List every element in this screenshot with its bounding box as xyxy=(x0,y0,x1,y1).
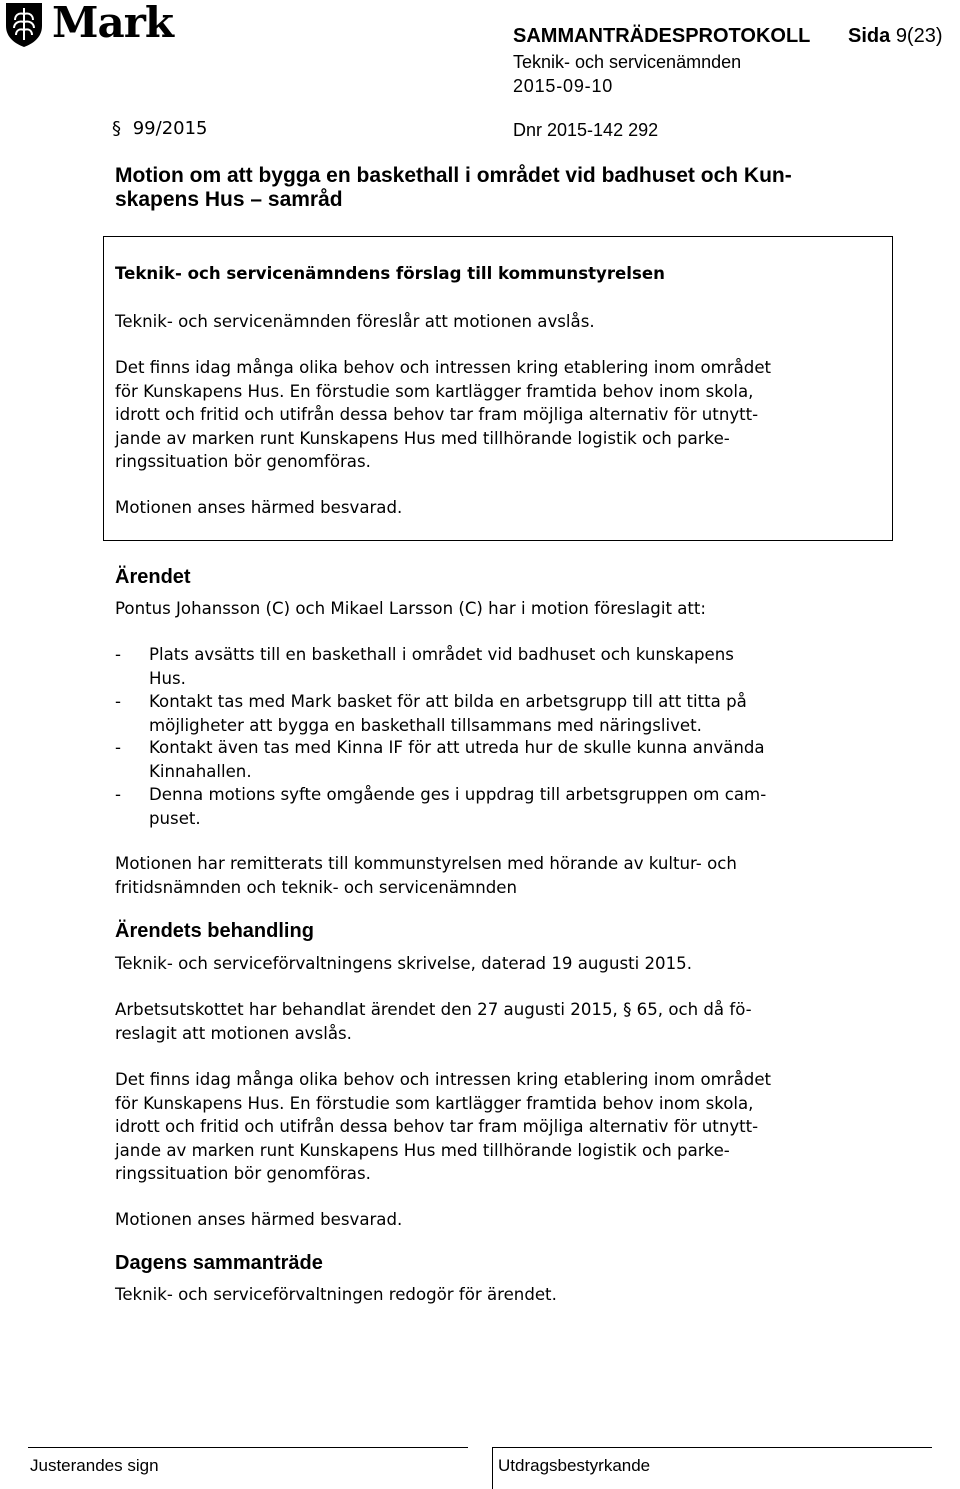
arendet-intro: Pontus Johansson (C) och Mikael Larsson (C) har i motion föreslagit att: xyxy=(115,599,706,618)
footer-rule-right xyxy=(492,1447,932,1448)
list-dash: - xyxy=(115,738,121,757)
footer-utdragsbestyrkande: Utdragsbestyrkande xyxy=(498,1456,651,1475)
text-line: reslagit att motionen avslås. xyxy=(115,1023,352,1043)
behandling-p1: Teknik- och serviceförvaltningens skrivelse, daterad 19 augusti 2015. xyxy=(115,954,692,973)
text-line: idrott och fritid och utifrån dessa behov tar fram möjliga alternativ för utnytt- xyxy=(115,405,759,424)
text-line: Det finns idag många olika behov och intressen kring etablering inom området xyxy=(115,358,772,377)
list-text: Hus. xyxy=(149,668,186,688)
section-heading-behandling: Ärendets behandling xyxy=(115,920,314,942)
item-number xyxy=(112,118,208,139)
text-line: ringssituation bör genomföras. xyxy=(115,452,371,471)
list-dash: - xyxy=(115,645,121,664)
list-dash: - xyxy=(115,785,121,804)
coat-of-arms-icon xyxy=(2,0,46,48)
dagens-p1: Teknik- och serviceförvaltningen redogör för ärendet. xyxy=(115,1285,557,1304)
proposal-heading: Teknik- och servicenämndens förslag till kommunstyrelsen xyxy=(115,264,665,283)
list-text: Plats avsätts till en baskethall i området vid badhuset och kunskapens xyxy=(149,645,734,664)
text-line: Arbetsutskottet har behandlat ärendet den 27 augusti 2015, § 65, och då fö- xyxy=(115,1000,752,1019)
remiss-paragraph xyxy=(115,852,895,899)
proposal-closing: Motionen anses härmed besvarad. xyxy=(115,498,403,517)
page-indicator xyxy=(848,25,943,48)
title-line: skapens Hus – samråd xyxy=(115,188,343,211)
text-line: för Kunskapens Hus. En förstudie som kartlägger framtida behov inom skola, xyxy=(115,381,754,401)
meeting-date: 2015-09-10 xyxy=(513,76,614,96)
item-number-value: 99/2015 xyxy=(132,118,208,139)
text-line: jande av marken runt Kunskapens Hus med tillhörande logistik och parke- xyxy=(115,428,730,448)
footer-divider xyxy=(492,1447,493,1489)
list-text: Kinnahallen. xyxy=(149,761,252,781)
list-item xyxy=(115,690,875,737)
text-line: fritidsnämnden och teknik- och servicenämnden xyxy=(115,877,517,897)
document-type: SAMMANTRÄDESPROTOKOLL xyxy=(513,25,811,47)
behandling-p2 xyxy=(115,998,895,1045)
footer-justerandes-sign: Justerandes sign xyxy=(30,1456,159,1475)
list-dash: - xyxy=(115,692,121,711)
proposal-text: Teknik- och servicenämnden föreslår att motionen avslås. xyxy=(115,312,595,331)
page-title xyxy=(115,164,875,212)
section-heading-dagens: Dagens sammanträde xyxy=(115,1252,323,1274)
page-number: 9(23) xyxy=(895,25,943,47)
title-line: Motion om att bygga en baskethall i området vid badhuset och Kun- xyxy=(115,164,792,187)
behandling-p3 xyxy=(115,1068,895,1186)
list-item xyxy=(115,783,875,830)
list-text: möjligheter att bygga en baskethall tillsammans med näringslivet. xyxy=(149,715,702,735)
behandling-p4: Motionen anses härmed besvarad. xyxy=(115,1210,403,1229)
proposal-paragraph xyxy=(115,356,895,474)
list-text: Kontakt tas med Mark basket för att bilda en arbetsgrupp till att titta på xyxy=(149,692,747,711)
committee-name: Teknik- och servicenämnden xyxy=(513,52,742,72)
section-heading-arendet: Ärendet xyxy=(115,566,191,588)
diary-number: Dnr 2015-142 292 xyxy=(513,120,659,140)
list-text: puset. xyxy=(149,808,201,828)
list-text: Kontakt även tas med Kinna IF för att utreda hur de skulle kunna använda xyxy=(149,738,765,757)
text-line: idrott och fritid och utifrån dessa behov tar fram möjliga alternativ för utnytt- xyxy=(115,1117,759,1136)
list-text: Denna motions syfte omgående ges i uppdrag till arbetsgruppen om cam- xyxy=(149,785,767,804)
logo-wordmark: Mark xyxy=(52,0,173,47)
footer-rule-left xyxy=(28,1447,468,1448)
page-label: Sida xyxy=(848,25,891,47)
list-item xyxy=(115,643,875,690)
text-line: jande av marken runt Kunskapens Hus med tillhörande logistik och parke- xyxy=(115,1140,730,1160)
list-item xyxy=(115,736,875,783)
text-line: Motionen har remitterats till kommunstyrelsen med hörande av kultur- och xyxy=(115,854,737,873)
section-symbol: § xyxy=(112,118,121,139)
text-line: Det finns idag många olika behov och intressen kring etablering inom området xyxy=(115,1070,772,1089)
text-line: ringssituation bör genomföras. xyxy=(115,1164,371,1183)
text-line: för Kunskapens Hus. En förstudie som kartlägger framtida behov inom skola, xyxy=(115,1093,754,1113)
